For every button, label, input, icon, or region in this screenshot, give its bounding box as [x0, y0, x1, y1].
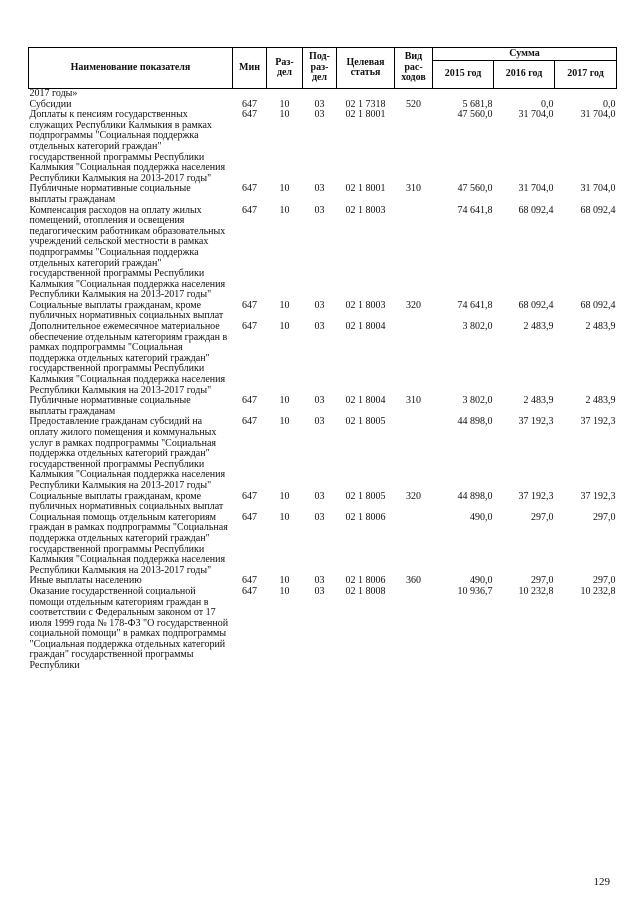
table-row — [29, 184, 617, 205]
row-sum-2017 — [555, 89, 617, 100]
row-podrazdel: 03 — [314, 183, 325, 195]
col-header-2016: 2016 год — [494, 61, 555, 89]
row-expense-type: 310 — [406, 395, 421, 407]
page-number: 129 — [593, 876, 610, 888]
row-razdel: 10 — [279, 98, 290, 110]
row-razdel: 10 — [279, 321, 290, 333]
table-row — [29, 301, 617, 322]
budget-table — [28, 47, 617, 672]
col-header-sum: Сумма — [433, 48, 617, 61]
row-expense-type — [395, 587, 433, 672]
row-sum-2016 — [494, 89, 555, 100]
row-expense-type — [395, 89, 433, 100]
row-target-article — [337, 89, 395, 100]
row-name: Социальные выплаты гражданам, кроме публичных нормативных социальных выплат — [29, 299, 224, 322]
row-podrazdel: 03 — [314, 204, 325, 216]
row-podrazdel: 03 — [314, 575, 325, 587]
table-row — [29, 492, 617, 513]
row-target-article: 02 1 8005 — [345, 416, 386, 428]
row-expense-type — [395, 322, 433, 396]
table-row — [29, 322, 617, 396]
row-min: 647 — [242, 585, 257, 597]
row-razdel — [267, 89, 303, 100]
row-expense-type — [395, 513, 433, 577]
row-sum-2017: 37 192,3 — [580, 416, 616, 428]
row-sum-2017: 68 092,4 — [580, 204, 616, 216]
row-sum-2015: 47 560,0 — [457, 183, 493, 195]
row-min: 647 — [242, 98, 257, 110]
row-podrazdel: 03 — [314, 511, 325, 523]
row-target-article: 02 1 8004 — [345, 395, 386, 407]
row-sum-2015: 490,0 — [470, 511, 493, 523]
row-name: Публичные нормативные социальные выплаты гражданам — [29, 395, 191, 417]
row-min: 647 — [242, 183, 257, 195]
row-expense-type — [395, 110, 433, 184]
row-sum-2015: 47 560,0 — [457, 109, 493, 121]
row-min: 647 — [242, 511, 257, 523]
row-min: 647 — [242, 299, 257, 311]
row-target-article: 02 1 8006 — [345, 511, 386, 523]
row-target-article: 02 1 8001 — [345, 183, 386, 195]
row-sum-2015 — [433, 89, 494, 100]
row-podrazdel — [303, 89, 337, 100]
row-sum-2015: 44 898,0 — [457, 416, 493, 428]
row-name: Субсидии — [29, 98, 72, 110]
row-min: 647 — [242, 575, 257, 587]
row-sum-2015: 3 802,0 — [462, 395, 493, 407]
row-razdel: 10 — [279, 299, 290, 311]
col-header-podrazdel: Под- раз- дел — [303, 48, 337, 89]
row-podrazdel: 03 — [314, 585, 325, 597]
row-podrazdel: 03 — [314, 299, 325, 311]
row-min: 647 — [242, 490, 257, 502]
row-sum-2015: 44 898,0 — [457, 490, 493, 502]
row-sum-2016: 68 092,4 — [518, 299, 554, 311]
row-sum-2016: 31 704,0 — [518, 183, 554, 195]
row-sum-2016: 2 483,9 — [523, 395, 554, 407]
table-body — [29, 89, 617, 672]
row-target-article: 02 1 8003 — [345, 204, 386, 216]
row-expense-type — [395, 417, 433, 491]
row-name: Предоставление гражданам субсидий на оплату жилого помещения и коммунальных услуг в рамках подпрограммы "Социальная поддержка отдельных категорий граждан" государственной программы Республики Калмыкия "Социальная поддержка населения Республики Калмыкия на 2013-2017 годы" — [29, 416, 226, 491]
row-name: 2017 годы» — [29, 88, 78, 99]
row-min: 647 — [242, 416, 257, 428]
row-sum-2016: 0,0 — [541, 98, 554, 110]
col-header-razdel: Раз- дел — [267, 48, 303, 89]
row-razdel: 10 — [279, 395, 290, 407]
row-sum-2016: 297,0 — [531, 511, 554, 523]
row-target-article: 02 1 8004 — [345, 321, 386, 333]
row-sum-2017: 297,0 — [593, 511, 616, 523]
row-expense-type: 360 — [406, 575, 421, 587]
row-min: 647 — [242, 395, 257, 407]
table-header — [29, 48, 617, 89]
row-sum-2015: 74 641,8 — [457, 204, 493, 216]
row-podrazdel: 03 — [314, 98, 325, 110]
row-sum-2016: 31 704,0 — [518, 109, 554, 121]
row-min — [233, 89, 267, 100]
table-row — [29, 417, 617, 491]
row-target-article: 02 1 8005 — [345, 490, 386, 502]
col-header-2015: 2015 год — [433, 61, 494, 89]
row-expense-type — [395, 206, 433, 301]
row-sum-2016: 10 232,8 — [518, 585, 554, 597]
row-sum-2016: 68 092,4 — [518, 204, 554, 216]
row-sum-2015: 5 681,8 — [462, 98, 493, 110]
row-sum-2016: 37 192,3 — [518, 490, 554, 502]
row-sum-2017: 297,0 — [593, 575, 616, 587]
row-sum-2017: 37 192,3 — [580, 490, 616, 502]
row-target-article: 02 1 8003 — [345, 299, 386, 311]
col-header-target-article: Целевая статья — [337, 48, 395, 89]
row-razdel: 10 — [279, 575, 290, 587]
row-razdel: 10 — [279, 183, 290, 195]
row-sum-2017: 31 704,0 — [580, 183, 616, 195]
table-row — [29, 89, 617, 100]
row-razdel: 10 — [279, 585, 290, 597]
row-razdel: 10 — [279, 490, 290, 502]
table-row — [29, 587, 617, 672]
col-header-expense-type: Вид рас- ходов — [395, 48, 433, 89]
row-expense-type: 320 — [406, 490, 421, 502]
row-min: 647 — [242, 109, 257, 121]
row-razdel: 10 — [279, 204, 290, 216]
row-target-article: 02 1 8008 — [345, 585, 386, 597]
row-sum-2015: 74 641,8 — [457, 299, 493, 311]
row-podrazdel: 03 — [314, 321, 325, 333]
row-sum-2017: 2 483,9 — [585, 395, 616, 407]
row-name: Оказание государственной социальной помощи отдельным категориям граждан в соответствии с Федеральным законом от 17 июля 1999 года № 178-ФЗ "О государственной социальной помощи" в рамках подпрограммы "Социальная поддержка отдельных категорий граждан" государственной программы Республики — [29, 585, 229, 672]
row-min: 647 — [242, 321, 257, 333]
row-target-article: 02 1 8006 — [345, 575, 386, 587]
row-sum-2015: 3 802,0 — [462, 321, 493, 333]
row-target-article: 02 1 8001 — [345, 109, 386, 121]
row-name: Дополнительное ежемесячное материальное обеспечение отдельным категориям граждан в рамках подпрограммы "Социальная поддержка отдельных категорий граждан" государственной программы Республики Калмыкия "Социальная поддержка населения Республики Калмыкия на 2013-2017 годы" — [29, 321, 228, 396]
col-header-name: Наименование показателя — [29, 48, 233, 89]
row-sum-2017: 0,0 — [603, 98, 616, 110]
row-name: Доплаты к пенсиям государственных служащих Республики Калмыкия в рамках подпрограммы "Социальная поддержка отдельных категорий граждан" государственной программы Республики Калмыкия "Социальная поддержка населения Республики Калмыкия на 2013-2017 годы" — [29, 109, 226, 184]
row-name: Компенсация расходов на оплату жилых помещений, отопления и освещения педагогическим работникам образовательных учреждений сельской местности в рамках подпрограммы "Социальная поддержка отдельных категорий граждан" государственной программы Республики Калмыкия "Социальная поддержка населения Республики Калмыкия на 2013-2017 годы" — [29, 204, 226, 301]
row-sum-2016: 37 192,3 — [518, 416, 554, 428]
row-name: Социальные выплаты гражданам, кроме публичных нормативных социальных выплат — [29, 490, 224, 513]
row-podrazdel: 03 — [314, 416, 325, 428]
row-min: 647 — [242, 204, 257, 216]
row-expense-type: 320 — [406, 299, 421, 311]
row-podrazdel: 03 — [314, 395, 325, 407]
row-sum-2017: 68 092,4 — [580, 299, 616, 311]
row-sum-2015: 490,0 — [470, 575, 493, 587]
col-header-2017: 2017 год — [555, 61, 617, 89]
row-podrazdel: 03 — [314, 490, 325, 502]
table-row — [29, 110, 617, 184]
row-name: Социальная помощь отдельным категориям граждан в рамках подпрограммы "Социальная поддержка отдельных категорий граждан" государственной программы Республики Калмыкия "Социальная поддержка населения Республики Калмыкия на 2013-2017 годы" — [29, 511, 228, 576]
table-row — [29, 513, 617, 577]
row-razdel: 10 — [279, 416, 290, 428]
row-expense-type: 520 — [406, 98, 421, 110]
row-podrazdel: 03 — [314, 109, 325, 121]
row-target-article: 02 1 7318 — [345, 98, 386, 110]
table-row — [29, 396, 617, 417]
col-header-min: Мин — [233, 48, 267, 89]
row-name: Публичные нормативные социальные выплаты гражданам — [29, 183, 191, 205]
row-sum-2016: 2 483,9 — [523, 321, 554, 333]
row-sum-2017: 10 232,8 — [580, 585, 616, 597]
row-name: Иные выплаты населению — [29, 575, 142, 587]
budget-document — [28, 47, 616, 672]
row-sum-2017: 31 704,0 — [580, 109, 616, 121]
row-razdel: 10 — [279, 511, 290, 523]
row-expense-type: 310 — [406, 183, 421, 195]
row-sum-2017: 2 483,9 — [585, 321, 616, 333]
row-sum-2016: 297,0 — [531, 575, 554, 587]
row-razdel: 10 — [279, 109, 290, 121]
row-sum-2015: 10 936,7 — [457, 585, 493, 597]
table-row — [29, 206, 617, 301]
